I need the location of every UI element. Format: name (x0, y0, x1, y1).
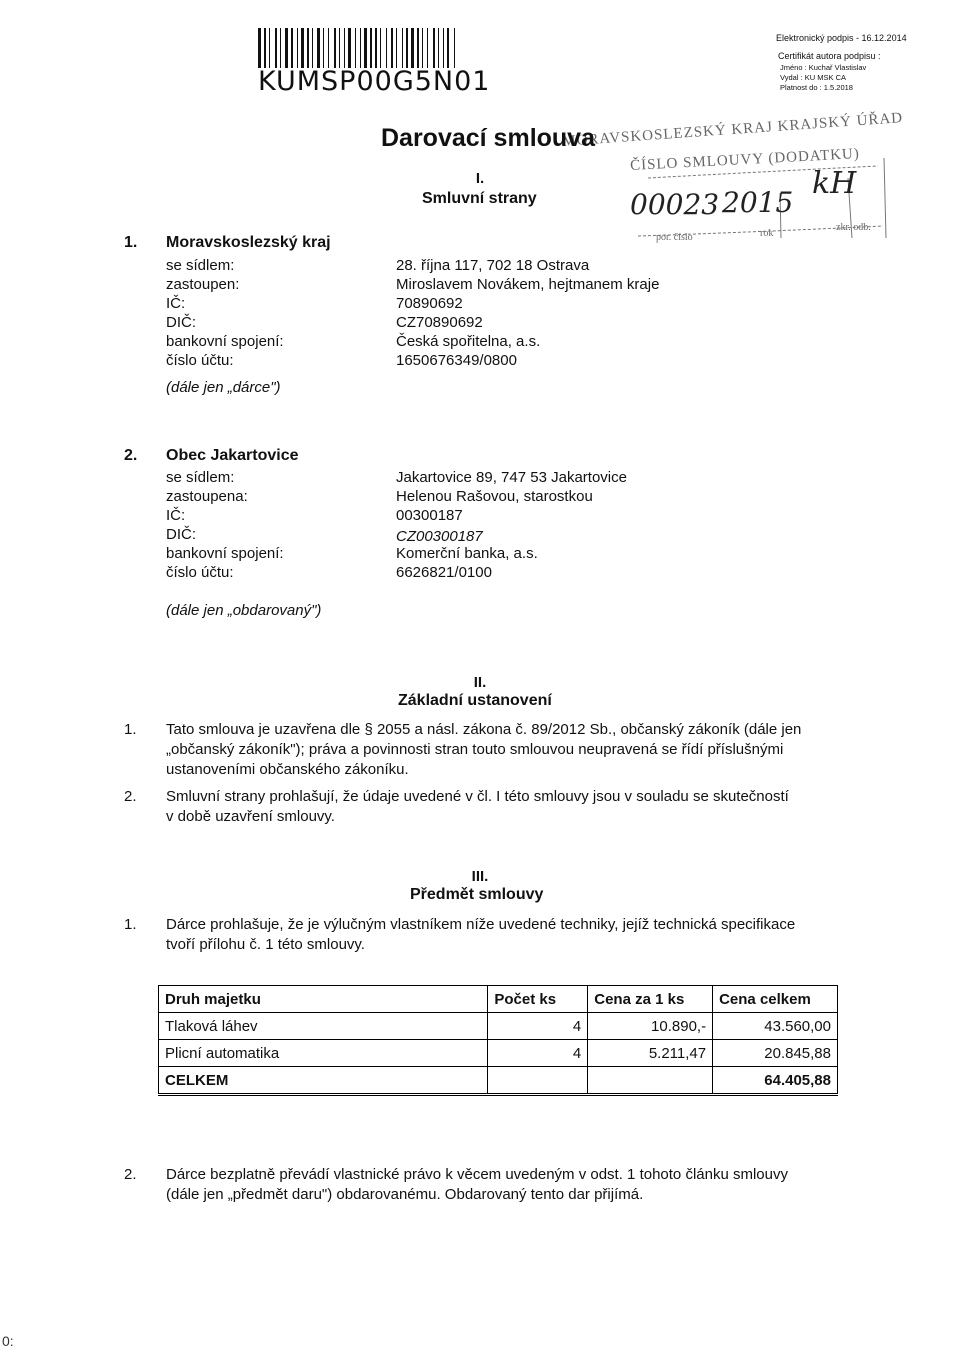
party2-label-ic: IČ: (166, 507, 186, 524)
section1-title: Smluvní strany (422, 190, 537, 207)
barcode-bar (325, 28, 327, 68)
party1-label-bank: bankovní spojení: (166, 333, 284, 350)
table-cell: 5.211,47 (588, 1040, 713, 1067)
party1-value-dic: CZ70890692 (396, 314, 483, 331)
barcode-bar (267, 28, 268, 68)
party1-value-represented: Miroslavem Novákem, hejtmanem kraje (396, 276, 660, 293)
party1-label-represented: zastoupen: (166, 276, 240, 293)
table-total-row (159, 1067, 838, 1095)
party2-label-bank: bankovní spojení: (166, 545, 284, 562)
assets-table (158, 985, 838, 1096)
barcode-bar (386, 28, 387, 68)
table-header-cell: Cena celkem (713, 986, 838, 1013)
table-header-row (159, 986, 838, 1013)
barcode-bar (454, 28, 455, 68)
table-header-cell: Druh majetku (159, 986, 488, 1013)
table-total-label: CELKEM (159, 1067, 488, 1095)
handwritten-department: kH (812, 166, 857, 201)
barcode-bar (420, 28, 421, 68)
table-cell: 10.890,- (588, 1013, 713, 1040)
barcode-bar (305, 28, 306, 68)
barcode-bar (355, 28, 356, 68)
barcode-bar (285, 28, 288, 68)
party2-value-seat: Jakartovice 89, 747 53 Jakartovice (396, 469, 627, 486)
table-cell: 4 (488, 1040, 588, 1067)
table-header-cell: Počet ks (488, 986, 588, 1013)
party1-label-account: číslo účtu: (166, 352, 234, 369)
barcode-bar (258, 28, 261, 68)
handwritten-contract-number: 00023 (630, 188, 720, 221)
barcode-bar (344, 28, 345, 68)
section2-p2-line1: Smluvní strany prohlašují, že údaje uvedené v čl. I této smlouvy jsou v souladu se skutečností (166, 788, 789, 805)
esign-name: Jméno : Kuchař Vlastislav (780, 63, 867, 72)
barcode-bar (341, 28, 343, 68)
barcode-bar (289, 28, 290, 68)
table-row (159, 1013, 838, 1040)
table-cell: Plicní automatika (159, 1040, 488, 1067)
barcode-bar (364, 28, 367, 68)
esign-validity: Platnost do : 1.5.2018 (780, 83, 853, 92)
party1-number: 1. (124, 234, 138, 251)
table-row (159, 1040, 838, 1067)
party1-value-ic: 70890692 (396, 295, 463, 312)
stamp-subtitle: ČÍSLO SMLOUVY (DODATKU) (629, 145, 861, 175)
barcode-bar (394, 28, 395, 68)
barcode-bar (264, 28, 266, 68)
party1-name: Moravskoslezský kraj (166, 234, 331, 251)
barcode-bar (402, 28, 403, 68)
barcode-bar (398, 28, 401, 68)
barcode-bar (271, 28, 274, 68)
barcode-bar (339, 28, 340, 68)
barcode-bar (438, 28, 439, 68)
barcode-bar (391, 28, 393, 68)
section3-p2-line2: (dále jen „předmět daru") obdarovanému. Obdarovaný tento dar přijímá. (166, 1186, 644, 1203)
barcode-bar (375, 28, 377, 68)
party2-label-account: číslo účtu: (166, 564, 234, 581)
barcode-bar (323, 28, 324, 68)
stamp-label-year: rok (760, 228, 774, 239)
table-cell (488, 1067, 588, 1095)
party1-label-ic: IČ: (166, 295, 186, 312)
party2-value-dic: CZ00300187 (396, 528, 483, 545)
barcode-bar (269, 28, 270, 68)
barcode-bar (447, 28, 449, 68)
table-cell: 43.560,00 (713, 1013, 838, 1040)
barcode-bar (357, 28, 359, 68)
section3-p2-number: 2. (124, 1166, 137, 1183)
barcode-bar (348, 28, 351, 68)
section3-title: Předmět smlouvy (410, 886, 544, 903)
section2-number: II. (473, 674, 487, 691)
barcode-bar (362, 28, 363, 68)
barcode-bar (317, 28, 320, 68)
esign-date: Elektronický podpis - 16.12.2014 (776, 33, 907, 43)
section3-number: III. (471, 868, 489, 885)
section1-number: I. (475, 170, 485, 187)
party2-value-account: 6626821/0100 (396, 564, 492, 581)
barcode-bar (297, 28, 298, 68)
barcode-bar (422, 28, 423, 68)
barcode-bar (280, 28, 281, 68)
barcode-bar (436, 28, 437, 68)
section2-p2-line2: v době uzavření smlouvy. (166, 808, 335, 825)
barcode-bar (294, 28, 296, 68)
party2-number: 2. (124, 447, 138, 464)
barcode-bar (368, 28, 369, 68)
barcode-bar (282, 28, 284, 68)
barcode-bar (378, 28, 379, 68)
party1-label-dic: DIČ: (166, 314, 196, 331)
party1-value-bank: Česká spořitelna, a.s. (396, 333, 541, 350)
party2-value-bank: Komerční banka, a.s. (396, 545, 538, 562)
stamp-label-dept: zkr. odb. (836, 222, 871, 233)
barcode-bar (278, 28, 279, 68)
barcode-bar (373, 28, 374, 68)
section2-p1-line1: Tato smlouva je uzavřena dle § 2055 a násl. zákona č. 89/2012 Sb., občanský zákoník (dále jen (166, 721, 802, 738)
table-cell: 20.845,88 (713, 1040, 838, 1067)
section2-title: Základní ustanovení (398, 692, 552, 709)
table-cell (588, 1067, 713, 1095)
section2-p1-line2: „občanský zákoník"); práva a povinnosti stran touto smlouvou neupravená se řídí příslušnými (166, 741, 784, 758)
section2-p1-line3: ustanoveními občanského zákoníku. (166, 761, 409, 778)
esign-issuer: Vydal : KU MSK CA (780, 73, 846, 82)
handwritten-year: 2015 (722, 186, 794, 219)
section2-p1-number: 1. (124, 721, 137, 738)
barcode-bar (404, 28, 405, 68)
barcode-bar (307, 28, 309, 68)
stamp-label-number: por. číslo (656, 232, 693, 243)
party2-label-represented: zastoupena: (166, 488, 248, 505)
barcode-bar (424, 28, 426, 68)
barcode-bar (275, 28, 277, 68)
barcode-bar (396, 28, 397, 68)
stamp-title: MORAVSKOSLEZSKÝ KRAJ KRAJSKÝ ÚŘAD (561, 110, 904, 150)
barcode-bar (321, 28, 322, 68)
registration-stamp (548, 110, 904, 263)
barcode-bar (370, 28, 372, 68)
table-header-cell: Cena za 1 ks (588, 986, 713, 1013)
section3-p1-line1: Dárce prohlašuje, že je výlučným vlastníkem níže uvedené techniky, jejíž technická specifikace (166, 916, 796, 933)
barcode-bar (388, 28, 390, 68)
party2-alias: (dále jen „obdarovaný") (166, 602, 322, 619)
party1-alias: (dále jen „dárce") (166, 379, 281, 396)
barcode (258, 28, 470, 68)
barcode-bar (262, 28, 263, 68)
barcode-bar (312, 28, 313, 68)
section3-p1-line2: tvoří přílohu č. 1 této smlouvy. (166, 936, 365, 953)
barcode-bar (299, 28, 300, 68)
barcode-bar (440, 28, 442, 68)
party2-value-represented: Helenou Rašovou, starostkou (396, 488, 593, 505)
scan-mark: 0: (2, 1333, 14, 1349)
barcode-bar (417, 28, 419, 68)
party1-value-seat: 28. října 117, 702 18 Ostrava (396, 257, 590, 274)
barcode-bar (380, 28, 381, 68)
barcode-bar (429, 28, 432, 68)
barcode-bar (310, 28, 311, 68)
esign-cert-label: Certifikát autora podpisu : (778, 51, 881, 61)
barcode-bar (314, 28, 316, 68)
barcode-bar (328, 28, 329, 68)
barcode-bar (443, 28, 444, 68)
section2-p2-number: 2. (124, 788, 137, 805)
barcode-bar (337, 28, 338, 68)
table-cell: 4 (488, 1013, 588, 1040)
section3-p1-number: 1. (124, 916, 137, 933)
barcode-bar (360, 28, 361, 68)
barcode-bar (291, 28, 293, 68)
barcode-bar (352, 28, 354, 68)
party1-value-account: 1650676349/0800 (396, 352, 517, 369)
party1-label-seat: se sídlem: (166, 257, 235, 274)
barcode-bar (411, 28, 414, 68)
barcode-bar (427, 28, 428, 68)
barcode-bar (450, 28, 453, 68)
barcode-bar (301, 28, 304, 68)
table-cell: Tlaková láhev (159, 1013, 488, 1040)
barcode-bar (382, 28, 385, 68)
table-total-value: 64.405,88 (713, 1067, 838, 1095)
section3-p2-line1: Dárce bezplatně převádí vlastnické právo k věcem uvedeným v odst. 1 tohoto článku smlouvy (166, 1166, 788, 1183)
barcode-bar (346, 28, 347, 68)
barcode-bar (433, 28, 435, 68)
party2-value-ic: 00300187 (396, 507, 463, 524)
barcode-bar (445, 28, 446, 68)
barcode-bar (406, 28, 408, 68)
party2-name: Obec Jakartovice (166, 447, 299, 464)
barcode-bar (415, 28, 416, 68)
party2-label-dic: DIČ: (166, 526, 196, 543)
barcode-bar (334, 28, 336, 68)
document-title: Darovací smlouva (381, 124, 595, 152)
barcode-bar (409, 28, 410, 68)
barcode-text: KUMSP00G5N01 (258, 66, 491, 97)
party2-label-seat: se sídlem: (166, 469, 235, 486)
barcode-bar (330, 28, 333, 68)
